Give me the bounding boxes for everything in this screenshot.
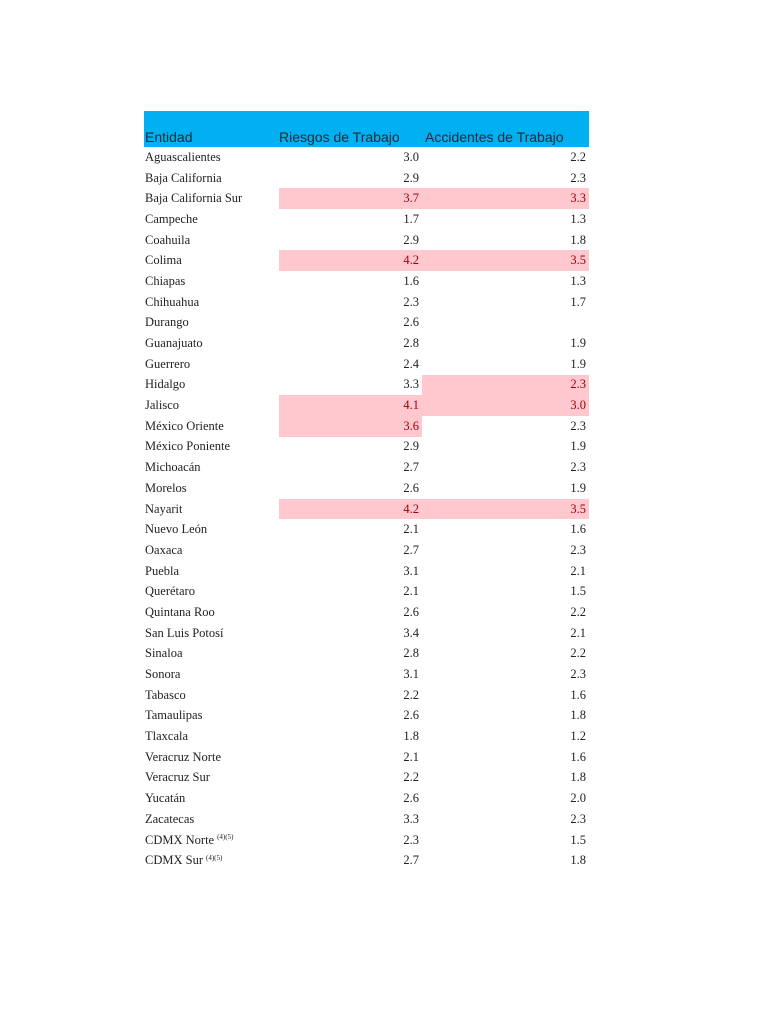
cell-riesgos: 2.3 (403, 294, 419, 309)
cell-accidentes: 2.0 (570, 791, 586, 806)
cell-entidad (144, 147, 279, 168)
entidad-label: Hidalgo (145, 377, 186, 392)
entidad-label: Sinaloa (145, 646, 183, 661)
cell-accidentes: 2.3 (422, 375, 589, 396)
entidad-label: Colima (145, 253, 182, 268)
table-row (144, 437, 589, 458)
entidad-label: Tamaulipas (145, 708, 203, 723)
table-row (144, 499, 589, 520)
table-row (144, 230, 589, 251)
cell-entidad (144, 664, 279, 685)
cell-accidentes: 2.3 (570, 418, 586, 433)
entidad-label: Durango (145, 315, 189, 330)
cell-riesgos: 3.7 (279, 188, 422, 209)
entidad-label: Baja California (145, 170, 222, 185)
table-header (144, 111, 589, 147)
cell-entidad (144, 850, 279, 871)
cell-accidentes: 2.2 (570, 149, 586, 164)
cell-riesgos: 2.2 (403, 687, 419, 702)
cell-entidad (144, 375, 279, 396)
cell-entidad (144, 395, 279, 416)
cell-riesgos: 2.6 (403, 480, 419, 495)
cell-entidad (144, 313, 279, 334)
cell-accidentes: 1.2 (570, 729, 586, 744)
cell-riesgos: 4.1 (279, 395, 422, 416)
entidad-label: San Luis Potosí (145, 625, 224, 640)
cell-entidad (144, 809, 279, 830)
cell-riesgos: 2.6 (403, 708, 419, 723)
entidad-label: Campeche (145, 211, 198, 226)
cell-riesgos: 3.6 (279, 416, 422, 437)
entidad-label: CDMX Sur (145, 853, 203, 868)
entidad-label: Veracruz Sur (145, 770, 210, 785)
data-table (144, 111, 589, 871)
header-accidentes: Accidentes de Trabajo (425, 129, 564, 145)
entidad-label: Veracruz Norte (145, 749, 221, 764)
entidad-label: Nuevo León (145, 522, 208, 537)
table-row (144, 416, 589, 437)
cell-entidad (144, 726, 279, 747)
cell-riesgos: 2.6 (403, 791, 419, 806)
cell-accidentes: 2.1 (570, 563, 586, 578)
table-row (144, 188, 589, 209)
cell-accidentes: 1.9 (570, 356, 586, 371)
entidad-label: Baja California Sur (145, 191, 243, 206)
cell-riesgos: 3.1 (403, 563, 419, 578)
table-row (144, 664, 589, 685)
cell-entidad (144, 250, 279, 271)
entidad-label: Nayarit (145, 501, 183, 516)
cell-riesgos: 2.7 (403, 460, 419, 475)
entidad-label: Yucatán (145, 791, 186, 806)
cell-accidentes: 1.8 (570, 853, 586, 868)
cell-entidad (144, 188, 279, 209)
cell-riesgos: 2.1 (403, 749, 419, 764)
cell-accidentes: 3.0 (422, 395, 589, 416)
table-row (144, 292, 589, 313)
table-row (144, 726, 589, 747)
cell-accidentes: 3.5 (422, 250, 589, 271)
cell-entidad (144, 788, 279, 809)
cell-riesgos: 2.3 (403, 832, 419, 847)
entidad-label: Zacatecas (145, 811, 195, 826)
entidad-label: CDMX Norte (145, 832, 215, 847)
cell-entidad (144, 416, 279, 437)
cell-entidad (144, 333, 279, 354)
cell-riesgos: 2.9 (403, 232, 419, 247)
entidad-label: Querétaro (145, 584, 195, 599)
cell-accidentes: 3.5 (422, 499, 589, 520)
cell-accidentes: 2.3 (570, 667, 586, 682)
cell-riesgos: 2.8 (403, 646, 419, 661)
cell-entidad (144, 230, 279, 251)
table-row (144, 519, 589, 540)
table-row (144, 457, 589, 478)
cell-accidentes: 1.6 (570, 522, 586, 537)
cell-entidad (144, 685, 279, 706)
cell-riesgos: 2.9 (403, 439, 419, 454)
entidad-label: Morelos (145, 480, 187, 495)
cell-entidad (144, 354, 279, 375)
cell-riesgos: 1.6 (403, 273, 419, 288)
entidad-label: Tlaxcala (145, 729, 189, 744)
cell-entidad (144, 292, 279, 313)
cell-riesgos: 4.2 (279, 250, 422, 271)
cell-accidentes: 2.1 (570, 625, 586, 640)
cell-accidentes: 1.8 (570, 232, 586, 247)
cell-accidentes: 1.7 (570, 294, 586, 309)
cell-riesgos: 2.1 (403, 522, 419, 537)
cell-riesgos: 2.2 (403, 770, 419, 785)
table-row (144, 581, 589, 602)
header-entidad: Entidad (145, 129, 193, 145)
cell-riesgos: 3.3 (403, 377, 419, 392)
cell-entidad (144, 561, 279, 582)
cell-accidentes: 1.5 (570, 584, 586, 599)
cell-entidad (144, 706, 279, 727)
table-row (144, 830, 589, 851)
cell-riesgos: 2.9 (403, 170, 419, 185)
cell-riesgos: 4.2 (279, 499, 422, 520)
cell-accidentes: 3.3 (422, 188, 589, 209)
cell-entidad (144, 271, 279, 292)
table-body (144, 147, 589, 871)
cell-entidad (144, 581, 279, 602)
table-row (144, 561, 589, 582)
table-row (144, 354, 589, 375)
table-row (144, 168, 589, 189)
entidad-label: Chiapas (145, 273, 186, 288)
cell-riesgos: 2.7 (403, 542, 419, 557)
table-row (144, 271, 589, 292)
cell-entidad (144, 519, 279, 540)
cell-riesgos: 3.1 (403, 667, 419, 682)
entidad-label: Quintana Roo (145, 604, 215, 619)
table-row (144, 478, 589, 499)
cell-accidentes: 2.3 (570, 811, 586, 826)
table-row (144, 850, 589, 871)
cell-entidad (144, 623, 279, 644)
cell-riesgos: 1.7 (403, 211, 419, 226)
cell-entidad (144, 644, 279, 665)
table-row (144, 313, 589, 334)
cell-riesgos: 2.6 (403, 315, 419, 330)
cell-accidentes: 1.8 (570, 770, 586, 785)
entidad-label: Chihuahua (145, 294, 200, 309)
entidad-label: Michoacán (145, 460, 201, 475)
cell-riesgos: 2.4 (403, 356, 419, 371)
cell-riesgos: 2.7 (403, 853, 419, 868)
cell-accidentes: 1.9 (570, 480, 586, 495)
entidad-label: Guerrero (145, 356, 191, 371)
table-row (144, 685, 589, 706)
cell-entidad (144, 168, 279, 189)
cell-accidentes (422, 313, 589, 334)
cell-accidentes: 1.3 (570, 273, 586, 288)
cell-accidentes: 1.6 (570, 749, 586, 764)
cell-riesgos: 3.3 (403, 811, 419, 826)
cell-accidentes: 2.3 (570, 542, 586, 557)
cell-riesgos: 2.1 (403, 584, 419, 599)
table-row (144, 623, 589, 644)
cell-accidentes: 1.8 (570, 708, 586, 723)
cell-entidad (144, 768, 279, 789)
cell-entidad (144, 830, 279, 851)
cell-entidad (144, 540, 279, 561)
entidad-label: Sonora (145, 667, 181, 682)
header-riesgos: Riesgos de Trabajo (279, 129, 400, 145)
cell-entidad (144, 602, 279, 623)
entidad-label: Jalisco (145, 398, 180, 413)
cell-accidentes: 2.3 (570, 460, 586, 475)
cell-accidentes: 1.3 (570, 211, 586, 226)
cell-riesgos: 1.8 (403, 729, 419, 744)
cell-accidentes: 1.5 (570, 832, 586, 847)
table-row (144, 706, 589, 727)
cell-accidentes: 2.2 (570, 604, 586, 619)
entidad-label: Coahuila (145, 232, 191, 247)
cell-entidad (144, 499, 279, 520)
table-row (144, 375, 589, 396)
entidad-label: México Poniente (145, 439, 231, 454)
table-row (144, 809, 589, 830)
cell-entidad (144, 437, 279, 458)
cell-accidentes: 2.3 (570, 170, 586, 185)
cell-entidad (144, 747, 279, 768)
cell-riesgos: 3.4 (403, 625, 419, 640)
table-row (144, 788, 589, 809)
table-row (144, 209, 589, 230)
cell-riesgos: 2.6 (403, 604, 419, 619)
footnote-marker: (4)(5) (217, 833, 234, 842)
table-row (144, 644, 589, 665)
footnote-marker: (4)(5) (206, 853, 223, 862)
table-row (144, 333, 589, 354)
entidad-label: Oaxaca (145, 542, 183, 557)
table-row (144, 768, 589, 789)
table-row (144, 540, 589, 561)
cell-entidad (144, 478, 279, 499)
cell-accidentes: 1.9 (570, 439, 586, 454)
cell-accidentes: 2.2 (570, 646, 586, 661)
table-row (144, 250, 589, 271)
cell-entidad (144, 457, 279, 478)
entidad-label: México Oriente (145, 418, 224, 433)
table-row (144, 602, 589, 623)
cell-riesgos: 2.8 (403, 336, 419, 351)
cell-entidad (144, 209, 279, 230)
table-row (144, 747, 589, 768)
entidad-label: Tabasco (145, 687, 186, 702)
entidad-label: Guanajuato (145, 336, 203, 351)
table-row (144, 395, 589, 416)
table-row (144, 147, 589, 168)
cell-riesgos: 3.0 (403, 149, 419, 164)
cell-accidentes: 1.9 (570, 336, 586, 351)
entidad-label: Puebla (145, 563, 180, 578)
cell-accidentes: 1.6 (570, 687, 586, 702)
entidad-label: Aguascalientes (145, 149, 221, 164)
